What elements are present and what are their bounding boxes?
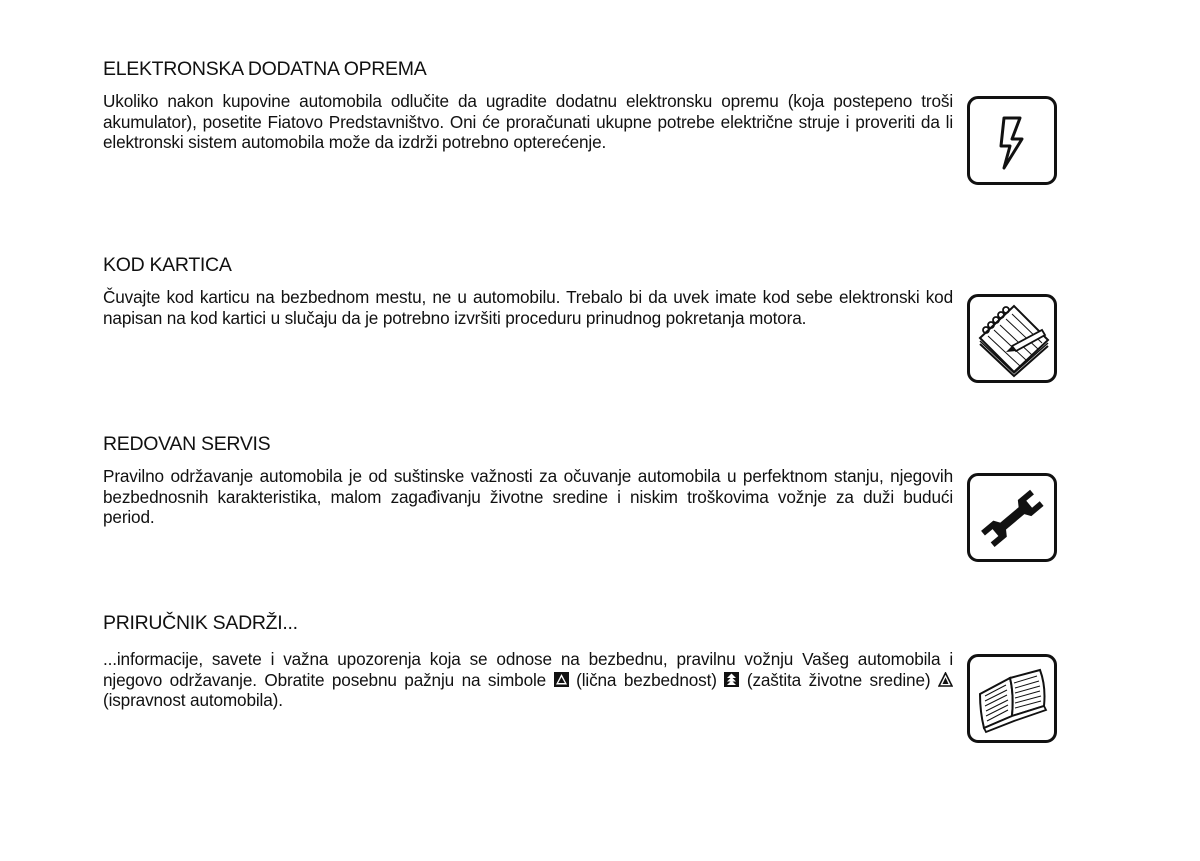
personal-safety-warning-icon bbox=[554, 671, 569, 686]
section-manual-contains bbox=[103, 611, 953, 711]
open-book-icon bbox=[967, 654, 1057, 743]
section-electronic-accessories bbox=[103, 57, 953, 153]
section-text: Čuvajte kod karticu na bezbednom mestu, ne u automobilu. Trebalo bi da uvek imate kod sebe elektronski kod napisan na kod kartici u slučaju da je potrebno izvršiti proceduru prinudnog pokretanja motora. bbox=[103, 287, 953, 328]
section-title: REDOVAN SERVIS bbox=[103, 433, 271, 455]
section-text bbox=[103, 649, 953, 711]
text-part: (ispravnost automobila). bbox=[103, 690, 283, 710]
section-title: PRIRUČNIK SADRŽI... bbox=[103, 612, 298, 634]
section-text: Ukoliko nakon kupovine automobila odlučite da ugradite dodatnu elektronsku opremu (koja postepeno troši akumulator), posetite Fiatovo Predstavništvo. Oni će proračunati ukupne potrebe električne struje i proveriti da li elektronski sistem automobila može da izdrži potrebno opterećenje. bbox=[103, 91, 953, 152]
section-title: KOD KARTICA bbox=[103, 254, 232, 276]
section-text: Pravilno održavanje automobila je od suštinske važnosti za očuvanje automobila u perfektnom stanju, njegovih bezbednosnih karakteristika, malom zagađivanju životne sredine i niskim troškovima vožnje za duži budući period. bbox=[103, 466, 953, 527]
text-part: ...informacije, savete i važna upozorenja koja se odnose na bezbednu, pravilnu vožnju Vašeg automobila i njegovo održavanje. Obratite posebnu pažnju na simbole bbox=[103, 649, 953, 690]
text-part: (zaštita životne sredine) bbox=[746, 669, 931, 690]
vehicle-integrity-icon bbox=[938, 671, 953, 686]
notepad-pencil-icon bbox=[967, 294, 1057, 383]
section-code-card bbox=[103, 253, 953, 328]
section-regular-service bbox=[103, 432, 953, 528]
lightning-bolt-icon bbox=[967, 96, 1057, 185]
text-part: (lična bezbednost) bbox=[576, 669, 717, 690]
wrench-icon bbox=[967, 473, 1057, 562]
section-title: ELEKTRONSKA DODATNA OPREMA bbox=[103, 58, 427, 80]
environment-protection-icon bbox=[724, 671, 739, 686]
